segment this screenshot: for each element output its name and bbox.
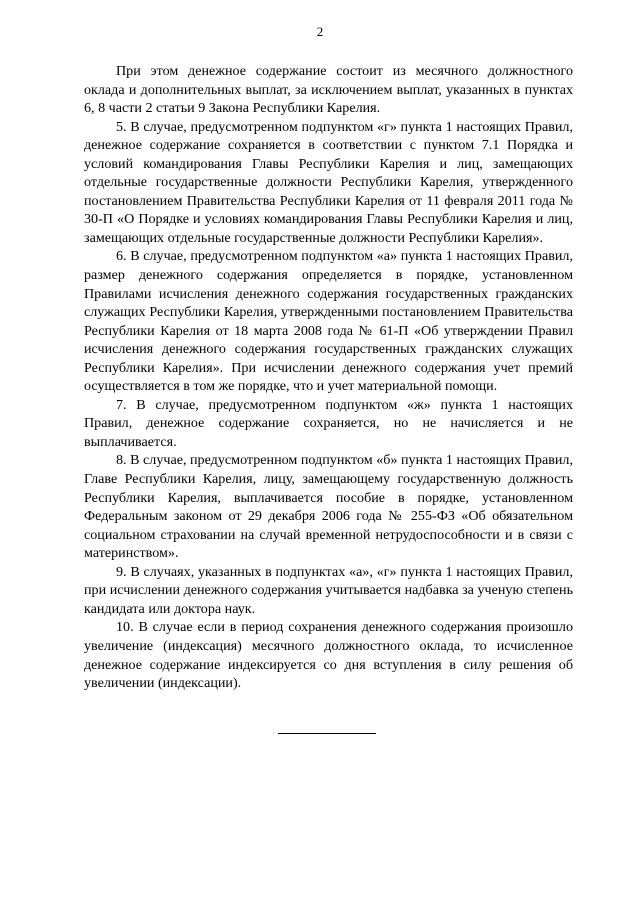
page-number: 2 (316, 24, 324, 39)
end-of-document-rule (278, 733, 376, 734)
paragraph-8: 8. В случае, предусмотренном подпунктом «б» пункта 1 настоящих Правил, Главе Республики Карелия, лицу, замещающему государственную должность Республики Карелия, выплачивается пособие в порядке, установленном Федеральным законом от 29 декабря 2006 года № 255-ФЗ «Об обязательном социальном страховании на случай временной нетрудоспособности и в связи с материнством». (84, 452, 573, 562)
paragraph-9: 9. В случаях, указанных в подпунктах «а», «г» пункта 1 настоящих Правил, при исчислении денежного содержания учитывается надбавка за ученую степень кандидата или доктора наук. (84, 563, 573, 617)
paragraph-intro: При этом денежное содержание состоит из месячного должностного оклада и дополнительных выплат, за исключением выплат, указанных в пунктах 6, 8 части 2 статьи 9 Закона Республики Карелия. (84, 63, 573, 117)
paragraph-10: 10. В случае если в период сохранения денежного содержания произошло увеличение (индексация) месячного должностного оклада, то исчисленное денежное содержание индексируется со дня вступления в силу решения об увеличении (индексации). (84, 619, 573, 692)
paragraph-7: 7. В случае, предусмотренном подпунктом «ж» пункта 1 настоящих Правил, денежное содержание сохраняется, но не начисляется и не выплачивается. (84, 396, 573, 450)
paragraph-5: 5. В случае, предусмотренном подпунктом «г» пункта 1 настоящих Правил, денежное содержание сохраняется в соответствии с пунктом 7.1 Порядка и условий командирования Главы Республики Карелия и лиц, замещающих отдельные государственные должности Республики Карелия, утвержденного постановлением Правительства Республики Карелия от 11 февраля 2011 года № 30-П «О Порядке и условиях командирования Главы Республики Карелия и лиц, замещающих отдельные государственные должности Республики Карелия». (84, 118, 573, 246)
paragraph-6: 6. В случае, предусмотренном подпунктом «а» пункта 1 настоящих Правил, размер денежного содержания определяется в порядке, установленном Правилами исчисления денежного содержания государственных гражданских служащих Республики Карелия, утвержденными постановлением Правительства Республики Карелия от 18 марта 2008 года № 61-П «Об утверждении Правил исчисления денежного содержания государственных гражданских служащих Республики Карелия». При исчислении денежного содержания учет премий осуществляется в том же порядке, что и учет материальной помощи. (84, 248, 573, 395)
document-body (84, 62, 573, 693)
